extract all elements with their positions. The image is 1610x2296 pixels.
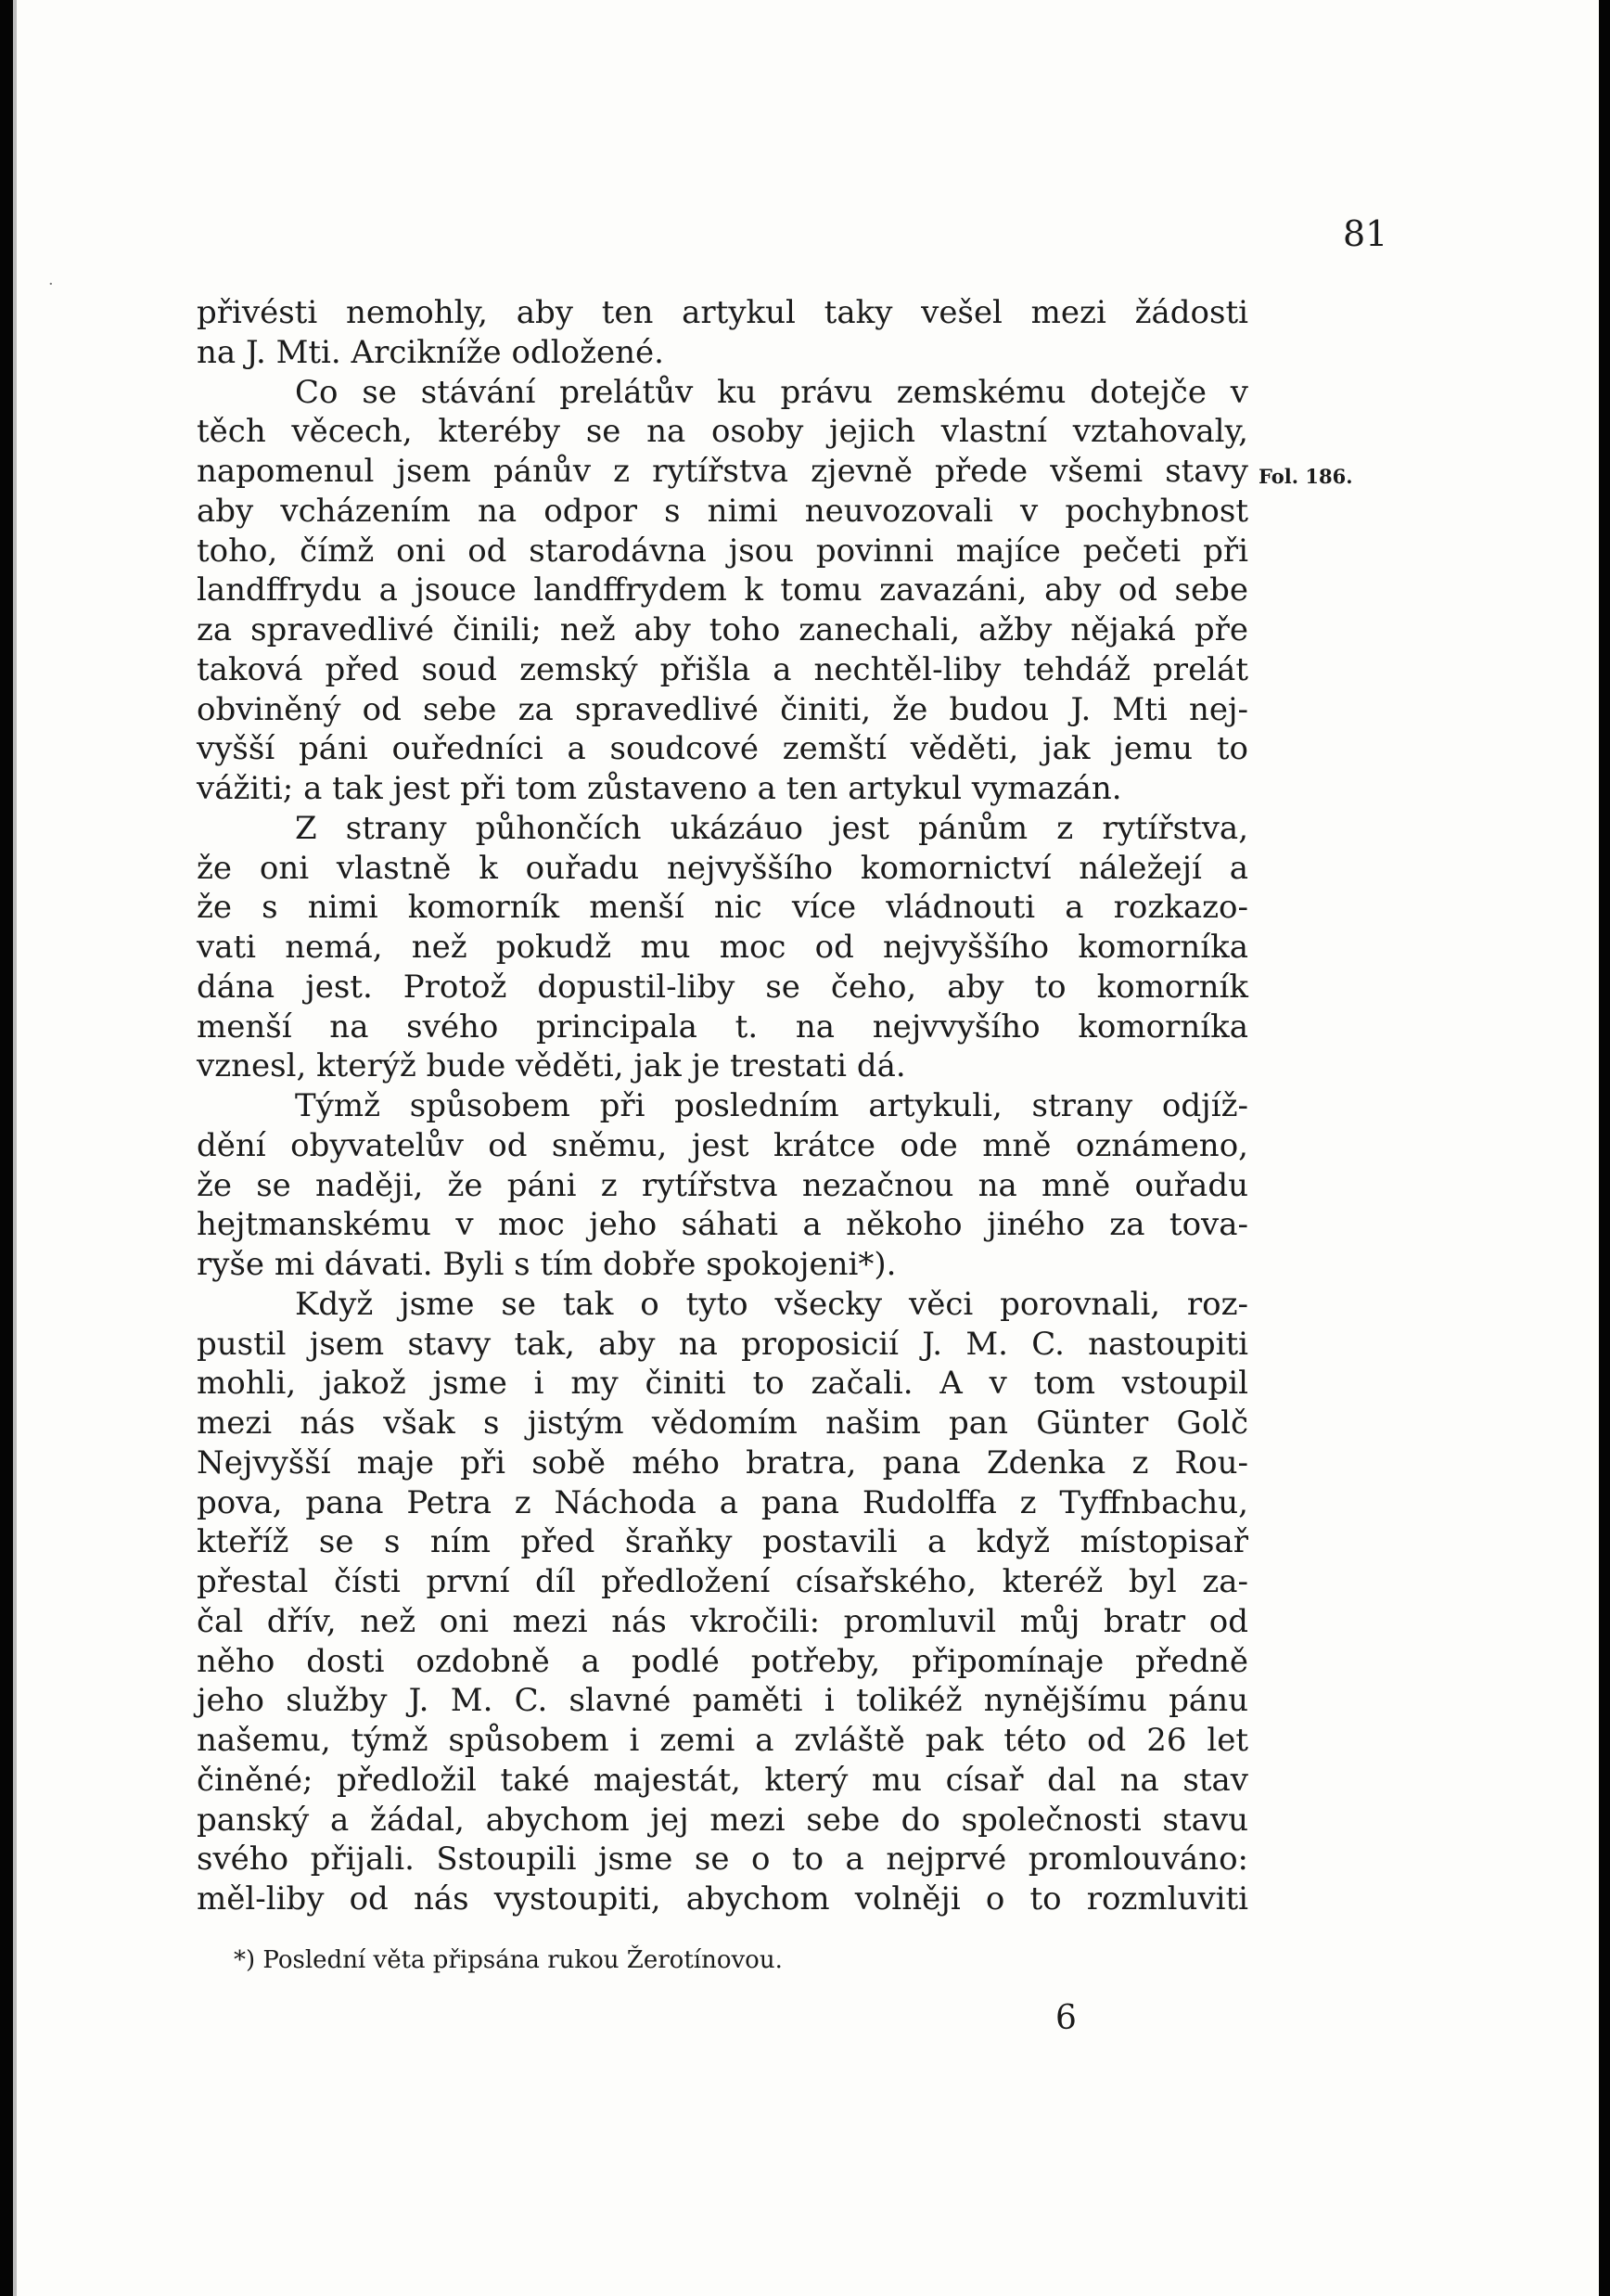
text-line: něho dosti ozdobně a podlé potřeby, připomínaje předně (197, 1642, 1248, 1680)
text-line: že s nimi komorník menší nic více vládnouti a rozkazo- (197, 889, 1248, 927)
text-line: na J. Mti. Arcikníže odložené. (197, 333, 664, 371)
page-number: 81 (1343, 213, 1388, 254)
folio-margin-note: Fol. 186. (1259, 465, 1353, 488)
scan-edge-shadow (13, 0, 17, 2296)
scan-edge-right (1599, 0, 1610, 2296)
text-line: svého přijali. Sstoupili jsme se o to a nejprvé promlouváno: (197, 1841, 1248, 1879)
text-line: mohli, jakož jsme i my činiti to začali. A v tom vstoupil (197, 1365, 1248, 1403)
text-line: vážiti; a tak jest při tom zůstaveno a ten artykul vymazán. (197, 770, 1122, 807)
text-line: Co se stávání prelátův ku právu zemskému dotejče v (295, 373, 1248, 411)
text-line: měl-liby od nás vystoupiti, abychom volněji o to rozmluviti (197, 1880, 1248, 1918)
text-line: dána jest. Protož dopustil-liby se čeho, aby to komorník (197, 968, 1248, 1006)
text-line: za spravedlivé činili; než aby toho zanechali, ažby nějaká pře (197, 611, 1248, 648)
scan-speck: · (48, 275, 54, 294)
text-line: mezi nás však s jistým vědomím našim pan Günter Golč (197, 1405, 1248, 1442)
scan-edge-left (0, 0, 13, 2296)
text-line: napomenul jsem pánův z rytířstva zjevně přede všemi stavy (197, 453, 1248, 490)
text-line: čal dřív, než oni mezi nás vkročili: promluvil můj bratr od (197, 1602, 1248, 1640)
text-line: přivésti nemohly, aby ten artykul taky vešel mezi žádosti (197, 294, 1248, 331)
text-line: aby vcházením na odpor s nimi neuvozovali v pochybnost (197, 492, 1248, 530)
footnote: *) Poslední věta připsána rukou Žerotínovou. (234, 1946, 783, 1974)
text-line: že oni vlastně k ouřadu nejvyššího komornictví náležejí a (197, 849, 1248, 887)
text-line: panský a žádal, abychom jej mezi sebe do společnosti stavu (197, 1801, 1248, 1839)
text-line: vyšší páni ouředníci a soudcové zemští věděti, jak jemu to (197, 730, 1248, 768)
text-line: ryše mi dávati. Byli s tím dobře spokojeni*). (197, 1246, 897, 1283)
text-line: Z strany půhončích ukázáuo jest pánům z rytířstva, (295, 809, 1248, 847)
text-line: že se naději, že páni z rytířstva nezačnou na mně ouřadu (197, 1166, 1248, 1204)
text-line: Nejvyšší maje při sobě mého bratra, pana Zdenka z Rou- (197, 1443, 1248, 1481)
text-line: vati nemá, než pokudž mu moc od nejvyššího komorníka (197, 929, 1248, 966)
text-line: přestal čísti první díl předložení císařského, kteréž byl za- (197, 1563, 1248, 1600)
text-line: dění obyvatelův od sněmu, jest krátce ode mně oznámeno, (197, 1126, 1248, 1164)
body-text (197, 293, 1248, 1919)
text-line: pova, pana Petra z Náchoda a pana Rudolffa z Tyffnbachu, (197, 1483, 1248, 1521)
text-line: hejtmanskému v moc jeho sáhati a někoho jiného za tova- (197, 1206, 1248, 1244)
text-line: Když jsme se tak o tyto všecky věci porovnali, roz- (295, 1285, 1248, 1323)
text-line: Týmž spůsobem při posledním artykuli, strany odjíž- (295, 1087, 1248, 1124)
text-line: pustil jsem stavy tak, aby na proposicií J. M. C. nastoupiti (197, 1325, 1248, 1363)
text-line: činěné; předložil také majestát, který mu císař dal na stav (197, 1761, 1248, 1799)
text-line: menší na svého principala t. na nejvvyšího komorníka (197, 1007, 1248, 1045)
text-line: našemu, týmž spůsobem i zemi a zvláště pak této od 26 let (197, 1722, 1248, 1759)
text-line: obviněný od sebe za spravedlivé činiti, že budou J. Mti nej- (197, 690, 1248, 728)
text-line: kteříž se s ním před šraňky postavili a když místopisař (197, 1523, 1248, 1561)
text-line: jeho služby J. M. C. slavné paměti i tolikéž nynějšímu pánu (197, 1682, 1248, 1720)
text-line: vznesl, kterýž bude věděti, jak je trestati dá. (197, 1047, 906, 1085)
text-line: těch věcech, kteréby se na osoby jejich vlastní vztahovaly, (197, 413, 1248, 451)
signature-mark: 6 (1055, 1999, 1077, 2037)
text-line: toho, čímž oni od starodávna jsou povinni majíce pečeti při (197, 532, 1248, 570)
text-line: taková před soud zemský přišla a nechtěl-liby tehdáž prelát (197, 650, 1248, 688)
text-line: landffrydu a jsouce landffrydem k tomu zavazáni, aby od sebe (197, 571, 1248, 609)
